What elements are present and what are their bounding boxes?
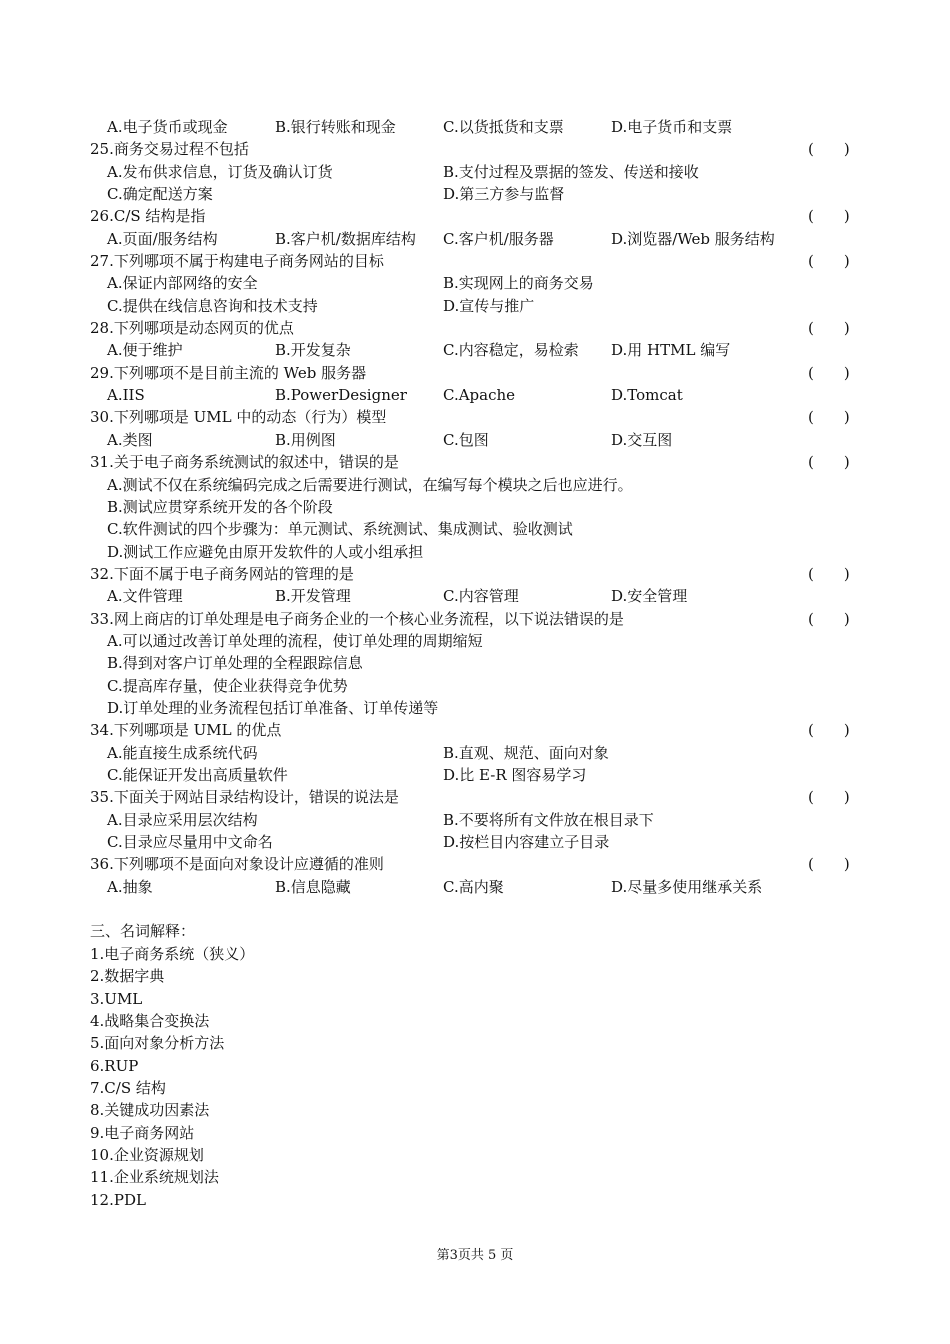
answer-bracket-25: ( ) [808, 140, 850, 158]
q35-option-c: C.目录应尽量用中文命名 [107, 833, 273, 851]
q30-option-b: B.用例图 [275, 431, 336, 449]
q24-option-a: A.电子货币或现金 [107, 118, 228, 136]
q35-option-b: B.不要将所有文件放在根目录下 [443, 811, 654, 829]
answer-bracket-31: ( ) [808, 453, 850, 471]
q32-option-a: A.文件管理 [107, 587, 183, 605]
q24-option-b: B.银行转账和现金 [275, 118, 396, 136]
term-5: 5.面向对象分析方法 [90, 1034, 225, 1052]
question-28: 28.下列哪项是动态网页的优点 [90, 319, 294, 337]
q36-option-b: B.信息隐藏 [275, 878, 351, 896]
question-30: 30.下列哪项是 UML 中的动态（行为）模型 [90, 408, 387, 426]
q29-option-a: A.IIS [107, 386, 145, 404]
q27-option-d: D.宣传与推广 [443, 297, 535, 315]
q36-option-a: A.抽象 [107, 878, 153, 896]
question-35: 35.下面关于网站目录结构设计，错误的说法是 [90, 788, 399, 806]
q33-option-c: C.提高库存量，使企业获得竞争优势 [107, 677, 348, 695]
q26-option-d: D.浏览器/Web 服务结构 [611, 230, 775, 248]
question-34: 34.下列哪项是 UML 的优点 [90, 721, 282, 739]
question-26: 26.C/S 结构是指 [90, 207, 206, 225]
q26-option-b: B.客户机/数据库结构 [275, 230, 416, 248]
q35-option-a: A.目录应采用层次结构 [107, 811, 258, 829]
q35-option-d: D.按栏目内容建立子目录 [443, 833, 610, 851]
answer-bracket-35: ( ) [808, 788, 850, 806]
q26-option-a: A.页面/服务结构 [107, 230, 218, 248]
question-31: 31.关于电子商务系统测试的叙述中，错误的是 [90, 453, 399, 471]
q28-option-b: B.开发复杂 [275, 341, 351, 359]
question-27: 27.下列哪项不属于构建电子商务网站的目标 [90, 252, 384, 270]
answer-bracket-32: ( ) [808, 565, 850, 583]
answer-bracket-36: ( ) [808, 855, 850, 873]
section-3-title: 三、名词解释： [90, 922, 196, 940]
q34-option-d: D.比 E-R 图容易学习 [443, 766, 587, 784]
question-29: 29.下列哪项不是目前主流的 Web 服务器 [90, 364, 367, 382]
q31-option-c: C.软件测试的四个步骤为：单元测试、系统测试、集成测试、验收测试 [107, 520, 573, 538]
q30-option-c: C.包图 [443, 431, 489, 449]
term-7: 7.C/S 结构 [90, 1079, 166, 1097]
q24-option-d: D.电子货币和支票 [611, 118, 733, 136]
q24-option-c: C.以货抵货和支票 [443, 118, 564, 136]
answer-bracket-27: ( ) [808, 252, 850, 270]
term-11: 11.企业系统规划法 [90, 1168, 219, 1186]
q27-option-a: A.保证内部网络的安全 [107, 274, 258, 292]
q32-option-d: D.安全管理 [611, 587, 688, 605]
answer-bracket-29: ( ) [808, 364, 850, 382]
question-33: 33.网上商店的订单处理是电子商务企业的一个核心业务流程，以下说法错误的是 [90, 610, 624, 628]
answer-bracket-33: ( ) [808, 610, 850, 628]
q31-option-a: A.测试不仅在系统编码完成之后需要进行测试，在编写每个模块之后也应进行。 [107, 476, 633, 494]
q32-option-b: B.开发管理 [275, 587, 351, 605]
answer-bracket-34: ( ) [808, 721, 850, 739]
q27-option-b: B.实现网上的商务交易 [443, 274, 594, 292]
q26-option-c: C.客户机/服务器 [443, 230, 554, 248]
term-1: 1.电子商务系统（狭义） [90, 945, 255, 963]
term-3: 3.UML [90, 990, 143, 1008]
q34-option-b: B.直观、规范、面向对象 [443, 744, 609, 762]
q31-option-d: D.测试工作应避免由原开发软件的人或小组承担 [107, 543, 424, 561]
term-9: 9.电子商务网站 [90, 1124, 195, 1142]
q36-option-d: D.尽量多使用继承关系 [611, 878, 763, 896]
q28-option-a: A.便于维护 [107, 341, 183, 359]
q25-option-b: B.支付过程及票据的签发、传送和接收 [443, 163, 699, 181]
term-2: 2.数据字典 [90, 967, 165, 985]
q25-option-a: A.发布供求信息，订货及确认订货 [107, 163, 333, 181]
q29-option-c: C.Apache [443, 386, 516, 404]
q27-option-c: C.提供在线信息咨询和技术支持 [107, 297, 318, 315]
question-25: 25.商务交易过程不包括 [90, 140, 249, 158]
q36-option-c: C.高内聚 [443, 878, 504, 896]
q34-option-a: A.能直接生成系统代码 [107, 744, 258, 762]
q30-option-d: D.交互图 [611, 431, 673, 449]
answer-bracket-30: ( ) [808, 408, 850, 426]
question-36: 36.下列哪项不是面向对象设计应遵循的准则 [90, 855, 384, 873]
q31-option-b: B.测试应贯穿系统开发的各个阶段 [107, 498, 333, 516]
page-number-footer: 第3页共 5 页 [436, 1248, 514, 1263]
term-10: 10.企业资源规划 [90, 1146, 204, 1164]
q28-option-d: D.用 HTML 编写 [611, 341, 731, 359]
q32-option-c: C.内容管理 [443, 587, 519, 605]
term-8: 8.关键成功因素法 [90, 1101, 210, 1119]
q34-option-c: C.能保证开发出高质量软件 [107, 766, 288, 784]
q29-option-b: B.PowerDesigner [275, 386, 407, 404]
q33-option-b: B.得到对客户订单处理的全程跟踪信息 [107, 654, 363, 672]
q25-option-c: C.确定配送方案 [107, 185, 213, 203]
q28-option-c: C.内容稳定，易检索 [443, 341, 579, 359]
answer-bracket-28: ( ) [808, 319, 850, 337]
q30-option-a: A.类图 [107, 431, 153, 449]
q29-option-d: D.Tomcat [611, 386, 683, 404]
q25-option-d: D.第三方参与监督 [443, 185, 565, 203]
answer-bracket-26: ( ) [808, 207, 850, 225]
question-32: 32.下面不属于电子商务网站的管理的是 [90, 565, 354, 583]
term-12: 12.PDL [90, 1191, 146, 1209]
q33-option-d: D.订单处理的业务流程包括订单准备、订单传递等 [107, 699, 439, 717]
term-4: 4.战略集合变换法 [90, 1012, 210, 1030]
term-6: 6.RUP [90, 1057, 139, 1075]
q33-option-a: A.可以通过改善订单处理的流程，使订单处理的周期缩短 [107, 632, 483, 650]
